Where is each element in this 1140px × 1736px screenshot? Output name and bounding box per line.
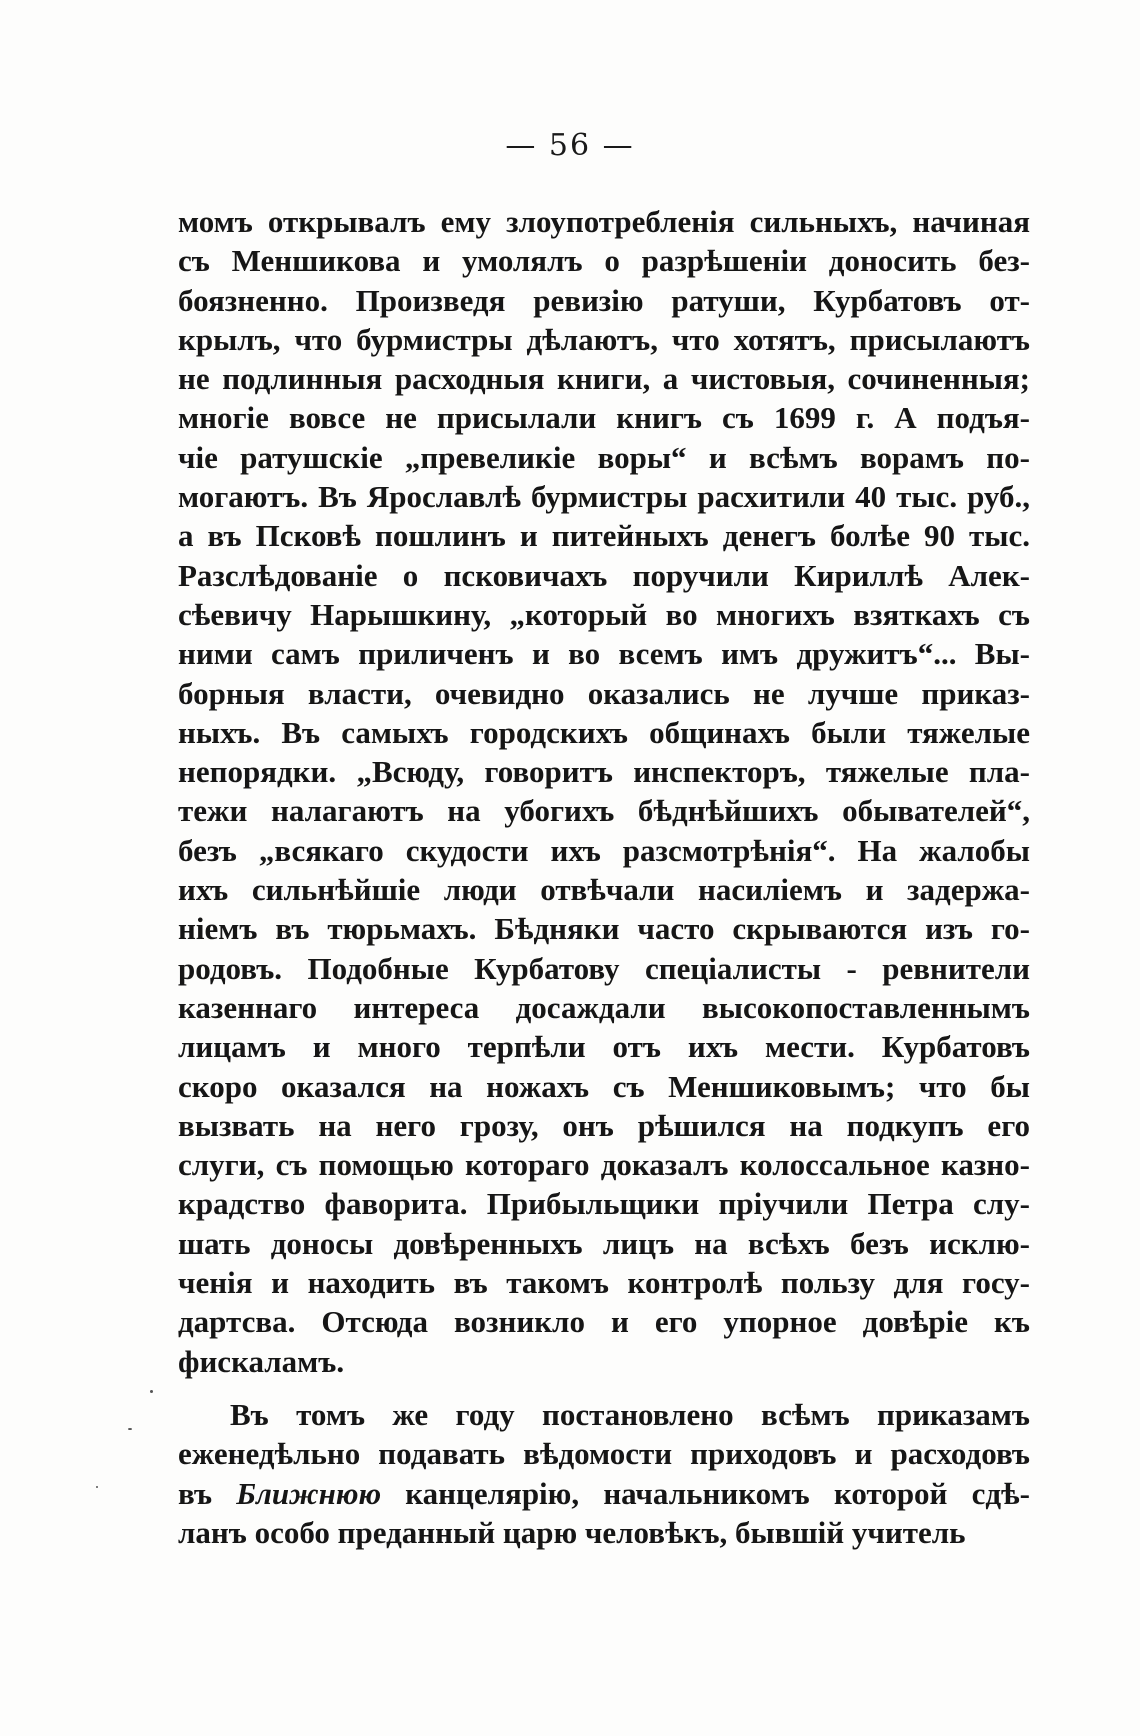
- text-line: сѣевичу Нарышкину, „который во многихъ взяткахъ съ: [178, 596, 1030, 632]
- text-line: а въ Псковѣ пошлинъ и питейныхъ денегъ болѣе 90 тыс.: [178, 518, 1030, 554]
- text-line: борныя власти, очевидно оказались не лучше приказ-: [178, 675, 1030, 711]
- text-line: непорядки. „Всюду, говоритъ инспекторъ, тяжелые пла-: [178, 754, 1030, 790]
- text-line: вызвать на него грозу, онъ рѣшился на подкупъ его: [178, 1107, 1030, 1143]
- text-line: фискаламъ.: [178, 1343, 345, 1379]
- text-line: крадство фаворита. Прибыльщики пріучили Петра слу-: [178, 1186, 1030, 1222]
- text-line: ланъ особо преданный царю человѣкъ, бывшій учитель: [178, 1514, 966, 1550]
- text-line: безъ „всякаго скудости ихъ разсмотрѣнія“. На жалобы: [178, 832, 1030, 868]
- text-line: дартсва. Отсюда возникло и его упорное довѣріе къ: [178, 1304, 1030, 1340]
- text-line: въ Ближнюю канцелярію, начальникомъ которой сдѣ-: [178, 1475, 1030, 1511]
- text-line: казеннаго интереса досаждали высокопоставленнымъ: [178, 989, 1030, 1025]
- print-speck: [96, 1486, 98, 1488]
- text-line: ныхъ. Въ самыхъ городскихъ общинахъ были тяжелые: [178, 714, 1030, 750]
- print-speck: [128, 1428, 132, 1430]
- text-line: могаютъ. Въ Ярославлѣ бурмистры расхитили 40 тыс. руб.,: [178, 479, 1030, 515]
- text-line: скоро оказался на ножахъ съ Меншиковымъ; что бы: [178, 1068, 1030, 1104]
- text-line: тежи налагаютъ на убогихъ бѣднѣйшихъ обывателей“,: [178, 793, 1030, 829]
- text-line: крылъ, что бурмистры дѣлаютъ, что хотятъ, присылаютъ: [178, 321, 1030, 357]
- body-text: [178, 202, 1030, 1552]
- text-line: родовъ. Подобные Курбатову спеціалисты - ревнители: [178, 950, 1030, 986]
- text-line: Въ томъ же году постановлено всѣмъ приказамъ: [230, 1396, 1030, 1432]
- text-line: съ Меншикова и умолялъ о разрѣшеніи доносить без-: [178, 243, 1030, 279]
- text-line: Разслѣдованіе о псковичахъ поручили Кириллѣ Алек-: [178, 557, 1030, 593]
- paragraph-1: [178, 202, 1030, 1381]
- text-line: не подлинныя расходныя книги, а чистовыя, сочиненныя;: [178, 361, 1030, 397]
- text-line: шать доносы довѣренныхъ лицъ на всѣхъ безъ исклю-: [178, 1225, 1030, 1261]
- text-line: момъ открывалъ ему злоупотребленія сильныхъ, начиная: [178, 204, 1030, 239]
- print-speck: [150, 1390, 153, 1393]
- text-line: боязненно. Произведя ревизію ратуши, Курбатовъ от-: [178, 282, 1030, 318]
- text-line: слуги, съ помощью котораго доказалъ колоссальное казно-: [178, 1147, 1030, 1183]
- paragraph-gap: [178, 1381, 1030, 1395]
- text-line: лицамъ и много терпѣли отъ ихъ мести. Курбатовъ: [178, 1029, 1030, 1065]
- text-line: еженедѣльно подавать вѣдомости приходовъ и расходовъ: [178, 1436, 1030, 1472]
- text-line: ніемъ въ тюрьмахъ. Бѣдняки часто скрываются изъ го-: [178, 911, 1030, 947]
- page-number: — 56 —: [505, 128, 635, 163]
- text-line: ними самъ приличенъ и во всемъ имъ дружитъ“... Вы-: [178, 636, 1030, 672]
- text-line: чіе ратушскіе „превеликіе воры“ и всѣмъ ворамъ по-: [178, 439, 1030, 475]
- paragraph-2: [178, 1395, 1030, 1552]
- text-line: ихъ сильнѣйшіе люди отвѣчали насиліемъ и задержа-: [178, 872, 1030, 908]
- text-line: многіе вовсе не присылали книгъ съ 1699 г. А подъя-: [178, 400, 1030, 436]
- text-line: ченія и находить въ такомъ контролѣ пользу для госу-: [178, 1265, 1030, 1301]
